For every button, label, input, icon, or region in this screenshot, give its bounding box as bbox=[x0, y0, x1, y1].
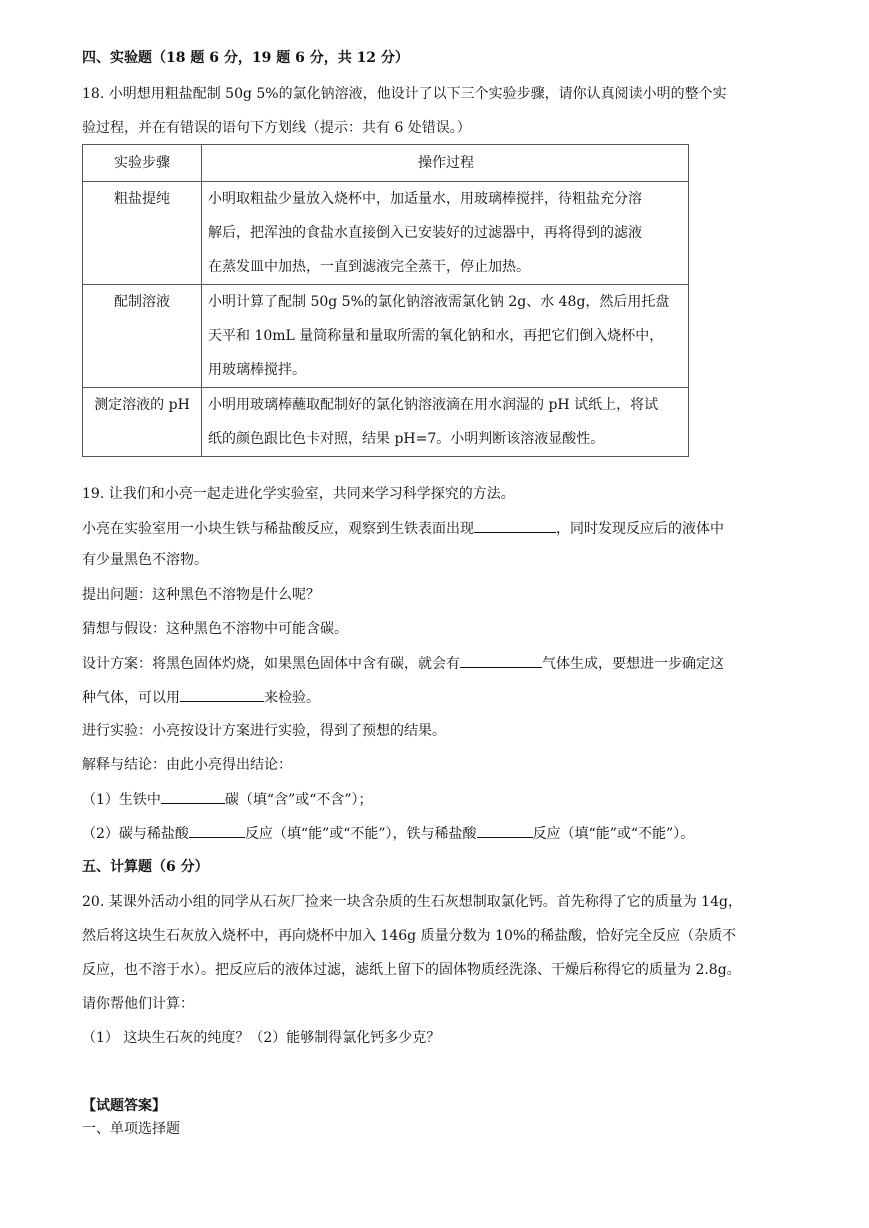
q19-conclusion-2: （2）碳与稀盐酸 反应（填“能”或“不能”），铁与稀盐酸 反应（填“能”或“不能”）。 bbox=[82, 823, 694, 844]
section5-heading: 五、计算题（6 分） bbox=[82, 859, 209, 875]
step-cell: 粗盐提纯 bbox=[83, 182, 202, 285]
answer-blank[interactable] bbox=[474, 518, 556, 533]
q18-line1: 18. 小明想用粗盐配制 50g 5%的氯化钠溶液，他设计了以下三个实验步骤，请你认真阅读小明的整个实 bbox=[82, 86, 727, 102]
q19-question: 提出问题：这种黑色不溶物是什么呢？ bbox=[82, 587, 320, 603]
q19-observation-2: 有少量黑色不溶物。 bbox=[82, 552, 208, 568]
experiment-steps-table bbox=[82, 144, 689, 457]
header-process: 操作过程 bbox=[202, 145, 689, 182]
q19-observation: 小亮在实验室用一小块生铁与稀盐酸反应，观察到生铁表面出现 ，同时发现反应后的液体中 bbox=[82, 518, 724, 539]
q20-line3: 反应，也不溶于水）。把反应后的液体过滤，滤纸上留下的固体物质经洗涤、干燥后称得它的质量为 2.8g。 bbox=[82, 962, 741, 978]
table-row bbox=[83, 285, 689, 388]
step-cell: 配制溶液 bbox=[83, 285, 202, 388]
table-row bbox=[83, 388, 689, 457]
q19-experiment: 进行实验：小亮按设计方案进行实验，得到了预想的结果。 bbox=[82, 723, 446, 739]
q19-conclusion-1: （1）生铁中 碳（填“含”或“不含”）； bbox=[82, 789, 373, 810]
answer-blank[interactable] bbox=[180, 687, 264, 702]
process-cell: 小明用玻璃棒蘸取配制好的氯化钠溶液滴在用水润湿的 pH 试纸上，将试 纸的颜色跟比色卡对照，结果 pH=7。小明判断该溶液显酸性。 bbox=[202, 388, 689, 457]
process-cell: 小明取粗盐少量放入烧杯中，加适量水，用玻璃棒搅拌，待粗盐充分溶 解后，把浑浊的食盐水直接倒入已安装好的过滤器中，再将得到的滤液 在蒸发皿中加热，一直到滤液完全蒸干，停止加热。 bbox=[202, 182, 689, 285]
q20-line1: 20. 某课外活动小组的同学从石灰厂捡来一块含杂质的生石灰想制取氯化钙。首先称得了它的质量为 14g， bbox=[82, 894, 742, 910]
table-row bbox=[83, 182, 689, 285]
answer-blank[interactable] bbox=[460, 653, 542, 668]
q19-design: 设计方案：将黑色固体灼烧，如果黑色固体中含有碳，就会有 气体生成，要想进一步确定这 bbox=[82, 653, 724, 674]
q19-design-2: 种气体，可以用 来检验。 bbox=[82, 687, 320, 708]
answer-blank[interactable] bbox=[161, 789, 225, 804]
answer-blank[interactable] bbox=[477, 823, 533, 838]
q20-line4: 请你帮他们计算： bbox=[82, 996, 194, 1012]
q19-conclusion: 解释与结论：由此小亮得出结论： bbox=[82, 757, 292, 773]
q20-line2: 然后将这块生石灰放入烧杯中，再向烧杯中加入 146g 质量分数为 10%的稀盐酸，恰好完全反应（杂质不 bbox=[82, 928, 737, 944]
q19-hypothesis: 猜想与假设：这种黑色不溶物中可能含碳。 bbox=[82, 621, 348, 637]
q18-line2: 验过程，并在有错误的语句下方划线（提示：共有 6 处错误。） bbox=[82, 120, 471, 136]
answer-blank[interactable] bbox=[189, 823, 245, 838]
table-header-row bbox=[83, 145, 689, 182]
section4-heading: 四、实验题（18 题 6 分，19 题 6 分，共 12 分） bbox=[82, 50, 409, 66]
q19-intro: 19. 让我们和小亮一起走进化学实验室，共同来学习科学探究的方法。 bbox=[82, 486, 515, 502]
process-cell: 小明计算了配制 50g 5%的氯化钠溶液需氯化钠 2g、水 48g，然后用托盘 天平和 10mL 量筒称量和量取所需的氧化钠和水，再把它们倒入烧杯中， 用玻璃棒搅拌。 bbox=[202, 285, 689, 388]
step-cell: 测定溶液的 pH bbox=[83, 388, 202, 457]
header-step: 实验步骤 bbox=[83, 145, 202, 182]
answers-heading: 【试题答案】 bbox=[82, 1098, 166, 1114]
answers-section1: 一、单项选择题 bbox=[82, 1121, 180, 1137]
q20-line5: （1） 这块生石灰的纯度？（2）能够制得氯化钙多少克？ bbox=[82, 1030, 441, 1046]
